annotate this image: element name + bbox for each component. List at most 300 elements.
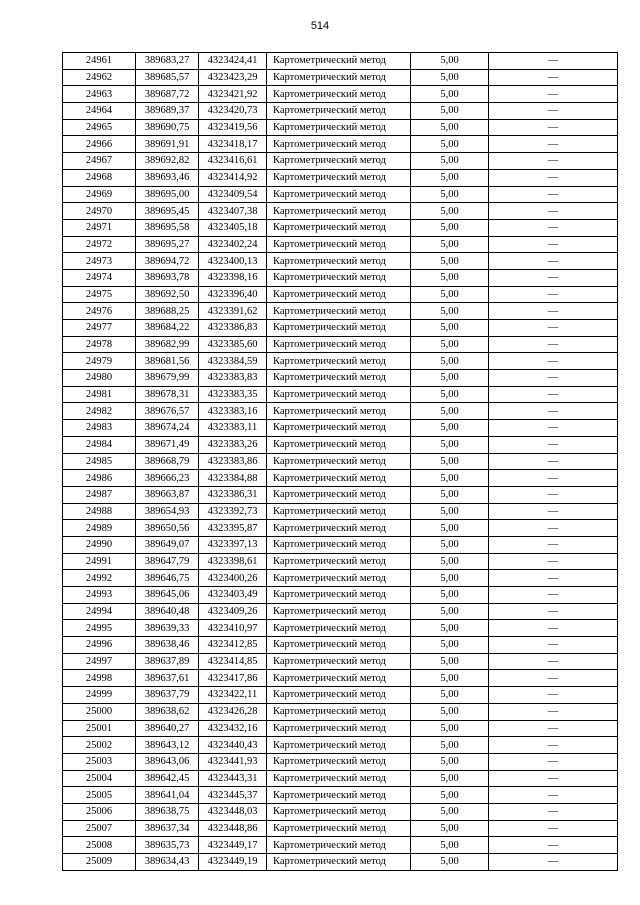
method-cell: Картометрический метод — [267, 486, 411, 503]
accuracy-cell: 5,00 — [411, 837, 489, 854]
method-cell: Картометрический метод — [267, 453, 411, 470]
method-cell: Картометрический метод — [267, 153, 411, 170]
point-number-cell: 24983 — [63, 420, 136, 437]
method-cell: Картометрический метод — [267, 587, 411, 604]
y-coordinate-cell: 4323383,16 — [199, 403, 267, 420]
accuracy-cell: 5,00 — [411, 603, 489, 620]
x-coordinate-cell: 389682,99 — [136, 336, 199, 353]
note-cell: — — [489, 219, 618, 236]
point-number-cell: 24974 — [63, 269, 136, 286]
note-cell: — — [489, 803, 618, 820]
method-cell: Картометрический метод — [267, 720, 411, 737]
accuracy-cell: 5,00 — [411, 53, 489, 70]
x-coordinate-cell: 389642,45 — [136, 770, 199, 787]
y-coordinate-cell: 4323412,85 — [199, 637, 267, 654]
table-row — [63, 103, 618, 120]
point-number-cell: 24975 — [63, 286, 136, 303]
y-coordinate-cell: 4323421,92 — [199, 86, 267, 103]
table-row — [63, 53, 618, 70]
table-row — [63, 403, 618, 420]
y-coordinate-cell: 4323410,97 — [199, 620, 267, 637]
point-number-cell: 24979 — [63, 353, 136, 370]
accuracy-cell: 5,00 — [411, 486, 489, 503]
note-cell: — — [489, 136, 618, 153]
x-coordinate-cell: 389683,27 — [136, 53, 199, 70]
point-number-cell: 24969 — [63, 186, 136, 203]
x-coordinate-cell: 389639,33 — [136, 620, 199, 637]
accuracy-cell: 5,00 — [411, 186, 489, 203]
method-cell: Картометрический метод — [267, 854, 411, 871]
accuracy-cell: 5,00 — [411, 386, 489, 403]
method-cell: Картометрический метод — [267, 687, 411, 704]
accuracy-cell: 5,00 — [411, 253, 489, 270]
method-cell: Картометрический метод — [267, 219, 411, 236]
table-row — [63, 219, 618, 236]
table-row — [63, 737, 618, 754]
x-coordinate-cell: 389681,56 — [136, 353, 199, 370]
note-cell: — — [489, 119, 618, 136]
method-cell: Картометрический метод — [267, 787, 411, 804]
point-number-cell: 25003 — [63, 753, 136, 770]
x-coordinate-cell: 389643,06 — [136, 753, 199, 770]
y-coordinate-cell: 4323391,62 — [199, 303, 267, 320]
point-number-cell: 24970 — [63, 203, 136, 220]
note-cell: — — [489, 269, 618, 286]
table-row — [63, 703, 618, 720]
y-coordinate-cell: 4323392,73 — [199, 503, 267, 520]
method-cell: Картометрический метод — [267, 420, 411, 437]
method-cell: Картометрический метод — [267, 269, 411, 286]
note-cell: — — [489, 753, 618, 770]
accuracy-cell: 5,00 — [411, 336, 489, 353]
x-coordinate-cell: 389650,56 — [136, 520, 199, 537]
x-coordinate-cell: 389666,23 — [136, 470, 199, 487]
accuracy-cell: 5,00 — [411, 353, 489, 370]
table-row — [63, 620, 618, 637]
method-cell: Картометрический метод — [267, 203, 411, 220]
point-number-cell: 25007 — [63, 820, 136, 837]
table-row — [63, 153, 618, 170]
accuracy-cell: 5,00 — [411, 453, 489, 470]
x-coordinate-cell: 389694,72 — [136, 253, 199, 270]
x-coordinate-cell: 389637,61 — [136, 670, 199, 687]
note-cell: — — [489, 69, 618, 86]
accuracy-cell: 5,00 — [411, 436, 489, 453]
x-coordinate-cell: 389695,45 — [136, 203, 199, 220]
note-cell: — — [489, 236, 618, 253]
note-cell: — — [489, 854, 618, 871]
point-number-cell: 24994 — [63, 603, 136, 620]
table-row — [63, 269, 618, 286]
table-row — [63, 770, 618, 787]
y-coordinate-cell: 4323448,03 — [199, 803, 267, 820]
method-cell: Картометрический метод — [267, 520, 411, 537]
y-coordinate-cell: 4323423,29 — [199, 69, 267, 86]
x-coordinate-cell: 389634,43 — [136, 854, 199, 871]
method-cell: Картометрический метод — [267, 136, 411, 153]
point-number-cell: 24967 — [63, 153, 136, 170]
point-number-cell: 24964 — [63, 103, 136, 120]
point-number-cell: 24961 — [63, 53, 136, 70]
method-cell: Картометрический метод — [267, 603, 411, 620]
accuracy-cell: 5,00 — [411, 503, 489, 520]
x-coordinate-cell: 389638,62 — [136, 703, 199, 720]
x-coordinate-cell: 389637,89 — [136, 653, 199, 670]
y-coordinate-cell: 4323449,17 — [199, 837, 267, 854]
point-number-cell: 24985 — [63, 453, 136, 470]
x-coordinate-cell: 389637,34 — [136, 820, 199, 837]
accuracy-cell: 5,00 — [411, 420, 489, 437]
note-cell: — — [489, 470, 618, 487]
x-coordinate-cell: 389693,46 — [136, 169, 199, 186]
note-cell: — — [489, 86, 618, 103]
note-cell: — — [489, 570, 618, 587]
y-coordinate-cell: 4323418,17 — [199, 136, 267, 153]
y-coordinate-cell: 4323417,86 — [199, 670, 267, 687]
accuracy-cell: 5,00 — [411, 403, 489, 420]
y-coordinate-cell: 4323422,11 — [199, 687, 267, 704]
y-coordinate-cell: 4323400,13 — [199, 253, 267, 270]
table-row — [63, 753, 618, 770]
accuracy-cell: 5,00 — [411, 136, 489, 153]
x-coordinate-cell: 389640,27 — [136, 720, 199, 737]
accuracy-cell: 5,00 — [411, 854, 489, 871]
table-row — [63, 320, 618, 337]
y-coordinate-cell: 4323440,43 — [199, 737, 267, 754]
table-row — [63, 420, 618, 437]
note-cell: — — [489, 687, 618, 704]
point-number-cell: 24991 — [63, 553, 136, 570]
x-coordinate-cell: 389695,58 — [136, 219, 199, 236]
note-cell: — — [489, 820, 618, 837]
y-coordinate-cell: 4323414,85 — [199, 653, 267, 670]
y-coordinate-cell: 4323384,59 — [199, 353, 267, 370]
note-cell: — — [489, 637, 618, 654]
point-number-cell: 24963 — [63, 86, 136, 103]
method-cell: Картометрический метод — [267, 553, 411, 570]
x-coordinate-cell: 389638,75 — [136, 803, 199, 820]
accuracy-cell: 5,00 — [411, 69, 489, 86]
table-row — [63, 370, 618, 387]
note-cell: — — [489, 837, 618, 854]
method-cell: Картометрический метод — [267, 386, 411, 403]
y-coordinate-cell: 4323448,86 — [199, 820, 267, 837]
x-coordinate-cell: 389647,79 — [136, 553, 199, 570]
y-coordinate-cell: 4323432,16 — [199, 720, 267, 737]
x-coordinate-cell: 389637,79 — [136, 687, 199, 704]
point-number-cell: 25006 — [63, 803, 136, 820]
y-coordinate-cell: 4323383,83 — [199, 370, 267, 387]
note-cell: — — [489, 186, 618, 203]
table-row — [63, 670, 618, 687]
y-coordinate-cell: 4323414,92 — [199, 169, 267, 186]
x-coordinate-cell: 389692,50 — [136, 286, 199, 303]
point-number-cell: 24997 — [63, 653, 136, 670]
method-cell: Картометрический метод — [267, 436, 411, 453]
x-coordinate-cell: 389684,22 — [136, 320, 199, 337]
table-row — [63, 637, 618, 654]
note-cell: — — [489, 336, 618, 353]
x-coordinate-cell: 389691,91 — [136, 136, 199, 153]
x-coordinate-cell: 389676,57 — [136, 403, 199, 420]
accuracy-cell: 5,00 — [411, 169, 489, 186]
note-cell: — — [489, 486, 618, 503]
accuracy-cell: 5,00 — [411, 86, 489, 103]
table-row — [63, 520, 618, 537]
y-coordinate-cell: 4323397,13 — [199, 536, 267, 553]
method-cell: Картометрический метод — [267, 837, 411, 854]
y-coordinate-cell: 4323416,61 — [199, 153, 267, 170]
accuracy-cell: 5,00 — [411, 203, 489, 220]
method-cell: Картометрический метод — [267, 370, 411, 387]
coordinates-table-body — [63, 53, 618, 871]
page-number: 514 — [310, 20, 330, 32]
table-row — [63, 169, 618, 186]
accuracy-cell: 5,00 — [411, 820, 489, 837]
method-cell: Картометрический метод — [267, 753, 411, 770]
method-cell: Картометрический метод — [267, 236, 411, 253]
method-cell: Картометрический метод — [267, 820, 411, 837]
x-coordinate-cell: 389638,46 — [136, 637, 199, 654]
point-number-cell: 24981 — [63, 386, 136, 403]
note-cell: — — [489, 253, 618, 270]
table-row — [63, 186, 618, 203]
note-cell: — — [489, 386, 618, 403]
table-row — [63, 587, 618, 604]
y-coordinate-cell: 4323383,86 — [199, 453, 267, 470]
y-coordinate-cell: 4323445,37 — [199, 787, 267, 804]
point-number-cell: 24976 — [63, 303, 136, 320]
accuracy-cell: 5,00 — [411, 269, 489, 286]
point-number-cell: 24998 — [63, 670, 136, 687]
method-cell: Картометрический метод — [267, 253, 411, 270]
x-coordinate-cell: 389646,75 — [136, 570, 199, 587]
note-cell: — — [489, 503, 618, 520]
point-number-cell: 24999 — [63, 687, 136, 704]
note-cell: — — [489, 286, 618, 303]
table-row — [63, 336, 618, 353]
point-number-cell: 24965 — [63, 119, 136, 136]
accuracy-cell: 5,00 — [411, 670, 489, 687]
point-number-cell: 24992 — [63, 570, 136, 587]
point-number-cell: 24996 — [63, 637, 136, 654]
y-coordinate-cell: 4323395,87 — [199, 520, 267, 537]
accuracy-cell: 5,00 — [411, 520, 489, 537]
y-coordinate-cell: 4323383,35 — [199, 386, 267, 403]
table-row — [63, 687, 618, 704]
note-cell: — — [489, 520, 618, 537]
point-number-cell: 24990 — [63, 536, 136, 553]
y-coordinate-cell: 4323386,83 — [199, 320, 267, 337]
method-cell: Картометрический метод — [267, 653, 411, 670]
y-coordinate-cell: 4323386,31 — [199, 486, 267, 503]
point-number-cell: 25001 — [63, 720, 136, 737]
x-coordinate-cell: 389687,72 — [136, 86, 199, 103]
accuracy-cell: 5,00 — [411, 703, 489, 720]
point-number-cell: 24982 — [63, 403, 136, 420]
accuracy-cell: 5,00 — [411, 470, 489, 487]
point-number-cell: 24993 — [63, 587, 136, 604]
table-row — [63, 854, 618, 871]
note-cell: — — [489, 653, 618, 670]
accuracy-cell: 5,00 — [411, 236, 489, 253]
accuracy-cell: 5,00 — [411, 370, 489, 387]
note-cell: — — [489, 436, 618, 453]
x-coordinate-cell: 389640,48 — [136, 603, 199, 620]
method-cell: Картометрический метод — [267, 703, 411, 720]
y-coordinate-cell: 4323409,54 — [199, 186, 267, 203]
y-coordinate-cell: 4323385,60 — [199, 336, 267, 353]
accuracy-cell: 5,00 — [411, 286, 489, 303]
point-number-cell: 24988 — [63, 503, 136, 520]
coordinates-table — [62, 52, 618, 871]
point-number-cell: 24986 — [63, 470, 136, 487]
accuracy-cell: 5,00 — [411, 770, 489, 787]
accuracy-cell: 5,00 — [411, 753, 489, 770]
table-row — [63, 203, 618, 220]
x-coordinate-cell: 389679,99 — [136, 370, 199, 387]
accuracy-cell: 5,00 — [411, 103, 489, 120]
x-coordinate-cell: 389690,75 — [136, 119, 199, 136]
y-coordinate-cell: 4323398,61 — [199, 553, 267, 570]
method-cell: Картометрический метод — [267, 169, 411, 186]
point-number-cell: 24995 — [63, 620, 136, 637]
table-row — [63, 386, 618, 403]
y-coordinate-cell: 4323396,40 — [199, 286, 267, 303]
table-row — [63, 653, 618, 670]
note-cell: — — [489, 553, 618, 570]
note-cell: — — [489, 453, 618, 470]
y-coordinate-cell: 4323426,28 — [199, 703, 267, 720]
table-row — [63, 486, 618, 503]
note-cell: — — [489, 353, 618, 370]
method-cell: Картометрический метод — [267, 803, 411, 820]
x-coordinate-cell: 389685,57 — [136, 69, 199, 86]
y-coordinate-cell: 4323400,26 — [199, 570, 267, 587]
y-coordinate-cell: 4323449,19 — [199, 854, 267, 871]
x-coordinate-cell: 389689,37 — [136, 103, 199, 120]
accuracy-cell: 5,00 — [411, 587, 489, 604]
x-coordinate-cell: 389668,79 — [136, 453, 199, 470]
accuracy-cell: 5,00 — [411, 570, 489, 587]
table-row — [63, 303, 618, 320]
point-number-cell: 25000 — [63, 703, 136, 720]
table-row — [63, 803, 618, 820]
note-cell: — — [489, 703, 618, 720]
accuracy-cell: 5,00 — [411, 787, 489, 804]
note-cell: — — [489, 303, 618, 320]
point-number-cell: 24962 — [63, 69, 136, 86]
accuracy-cell: 5,00 — [411, 620, 489, 637]
method-cell: Картометрический метод — [267, 670, 411, 687]
table-row — [63, 353, 618, 370]
point-number-cell: 25004 — [63, 770, 136, 787]
point-number-cell: 24977 — [63, 320, 136, 337]
point-number-cell: 24971 — [63, 219, 136, 236]
note-cell: — — [489, 737, 618, 754]
note-cell: — — [489, 370, 618, 387]
accuracy-cell: 5,00 — [411, 219, 489, 236]
method-cell: Картометрический метод — [267, 737, 411, 754]
table-row — [63, 236, 618, 253]
point-number-cell: 25005 — [63, 787, 136, 804]
point-number-cell: 24987 — [63, 486, 136, 503]
point-number-cell: 24980 — [63, 370, 136, 387]
method-cell: Картометрический метод — [267, 770, 411, 787]
note-cell: — — [489, 103, 618, 120]
y-coordinate-cell: 4323384,88 — [199, 470, 267, 487]
y-coordinate-cell: 4323403,49 — [199, 587, 267, 604]
note-cell: — — [489, 787, 618, 804]
x-coordinate-cell: 389674,24 — [136, 420, 199, 437]
note-cell: — — [489, 603, 618, 620]
accuracy-cell: 5,00 — [411, 637, 489, 654]
x-coordinate-cell: 389635,73 — [136, 837, 199, 854]
y-coordinate-cell: 4323424,41 — [199, 53, 267, 70]
note-cell: — — [489, 169, 618, 186]
accuracy-cell: 5,00 — [411, 320, 489, 337]
accuracy-cell: 5,00 — [411, 536, 489, 553]
table-row — [63, 136, 618, 153]
method-cell: Картометрический метод — [267, 103, 411, 120]
method-cell: Картометрический метод — [267, 303, 411, 320]
y-coordinate-cell: 4323383,11 — [199, 420, 267, 437]
table-row — [63, 119, 618, 136]
x-coordinate-cell: 389643,12 — [136, 737, 199, 754]
table-row — [63, 436, 618, 453]
y-coordinate-cell: 4323409,26 — [199, 603, 267, 620]
table-row — [63, 86, 618, 103]
accuracy-cell: 5,00 — [411, 737, 489, 754]
method-cell: Картометрический метод — [267, 503, 411, 520]
y-coordinate-cell: 4323407,38 — [199, 203, 267, 220]
method-cell: Картометрический метод — [267, 119, 411, 136]
point-number-cell: 24973 — [63, 253, 136, 270]
accuracy-cell: 5,00 — [411, 687, 489, 704]
point-number-cell: 24966 — [63, 136, 136, 153]
x-coordinate-cell: 389654,93 — [136, 503, 199, 520]
y-coordinate-cell: 4323420,73 — [199, 103, 267, 120]
accuracy-cell: 5,00 — [411, 153, 489, 170]
accuracy-cell: 5,00 — [411, 720, 489, 737]
table-row — [63, 470, 618, 487]
method-cell: Картометрический метод — [267, 320, 411, 337]
x-coordinate-cell: 389695,00 — [136, 186, 199, 203]
method-cell: Картометрический метод — [267, 353, 411, 370]
y-coordinate-cell: 4323398,16 — [199, 269, 267, 286]
note-cell: — — [489, 536, 618, 553]
y-coordinate-cell: 4323383,26 — [199, 436, 267, 453]
table-row — [63, 570, 618, 587]
point-number-cell: 24989 — [63, 520, 136, 537]
table-row — [63, 286, 618, 303]
x-coordinate-cell: 389693,78 — [136, 269, 199, 286]
table-row — [63, 69, 618, 86]
method-cell: Картометрический метод — [267, 470, 411, 487]
table-row — [63, 253, 618, 270]
y-coordinate-cell: 4323405,18 — [199, 219, 267, 236]
x-coordinate-cell: 389692,82 — [136, 153, 199, 170]
note-cell: — — [489, 670, 618, 687]
point-number-cell: 25009 — [63, 854, 136, 871]
method-cell: Картометрический метод — [267, 53, 411, 70]
table-row — [63, 820, 618, 837]
y-coordinate-cell: 4323419,56 — [199, 119, 267, 136]
method-cell: Картометрический метод — [267, 286, 411, 303]
method-cell: Картометрический метод — [267, 86, 411, 103]
y-coordinate-cell: 4323441,93 — [199, 753, 267, 770]
method-cell: Картометрический метод — [267, 536, 411, 553]
